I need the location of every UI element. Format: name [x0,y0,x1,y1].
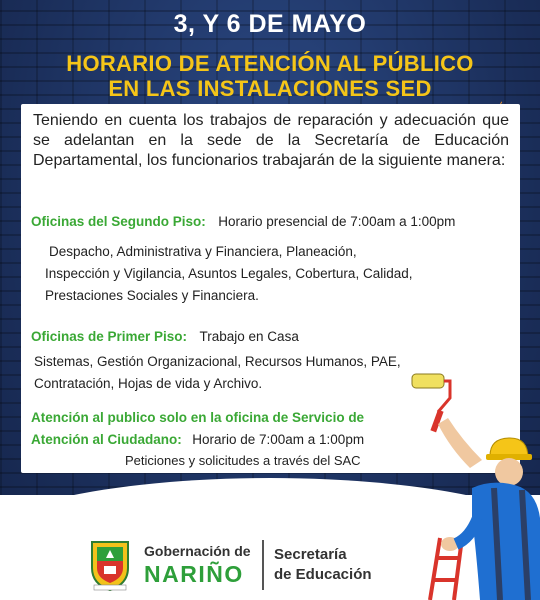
footer-divider [262,540,264,590]
section-second-floor-schedule: Horario presencial de 7:00am a 1:00pm [218,214,456,229]
offices-line: Inspección y Vigilancia, Asuntos Legales, Cobertura, Calidad, [45,266,413,281]
educacion-label: de Educación [274,566,372,583]
coat-of-arms-icon [88,538,132,592]
section-citizen-service-schedule: Horario de 7:00am a 1:00pm [192,432,365,447]
headline [0,51,540,101]
section-second-floor-header [31,213,511,231]
headline-line-2: EN LAS INSTALACIONES SED [108,76,432,101]
sac-note: Peticiones y solicitudes a través del SAC [125,453,361,468]
section-first-floor-title: Oficinas de Primer Piso: [31,329,188,344]
offices-line: Prestaciones Sociales y Financiera. [45,288,259,303]
event-date: 3, Y 6 DE MAYO [173,10,367,38]
offices-line: Sistemas, Gestión Organizacional, Recursos Humanos, PAE, [34,354,401,369]
section-second-floor-title: Oficinas del Segundo Piso: [31,214,206,229]
section-citizen-service [31,407,451,451]
section-first-floor-schedule: Trabajo en Casa [199,329,299,344]
section-citizen-service-title-1: Atención al publico solo en la oficina de Servicio de [31,410,365,425]
section-second-floor-offices [45,241,500,307]
construction-worker-icon [410,368,540,600]
narino-label: NARIÑO [144,561,244,587]
offices-line: Despacho, Administrativa y Financiera, Planeación, [49,244,357,259]
secretaria-label: Secretaría [274,546,347,563]
section-citizen-service-title-2: Atención al Ciudadano: [31,432,182,447]
section-first-floor-header [31,328,511,346]
headline-line-1: HORARIO DE ATENCIÓN AL PÚBLICO [66,51,474,76]
offices-line: Contratación, Hojas de vida y Archivo. [34,376,263,391]
intro-paragraph: Teniendo en cuenta los trabajos de reparación y adecuación que se adelantan en la sede de la Secretaría de Educación Departamental, los funcionarios trabajarán de la siguiente manera: [33,112,509,169]
gobernacion-label: Gobernación de [144,543,251,559]
